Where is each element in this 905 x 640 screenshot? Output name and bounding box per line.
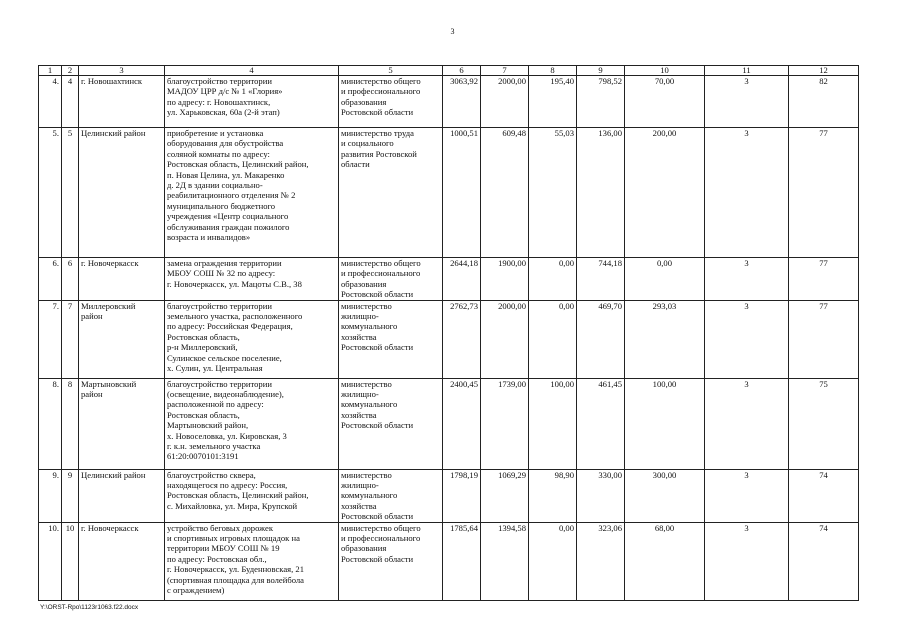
object-description-cell-line: муниципального бюджетного	[167, 200, 276, 211]
col12-cell	[789, 128, 859, 258]
object-description-cell-line: по адресу: Ростовская обл.,	[167, 553, 267, 564]
object-description-cell-line: возраста и инвалидов»	[167, 232, 251, 243]
column-header-1: 1	[39, 66, 62, 76]
amount-col7-cell-line: 2000,00	[498, 300, 526, 311]
amount-col10-cell	[625, 76, 705, 128]
data-table	[38, 65, 859, 601]
row-index-cell	[39, 469, 62, 522]
ministry-cell-line: министерство	[341, 469, 392, 480]
municipality-cell-line: Мартыновский	[81, 378, 137, 389]
ministry-cell-line: министерство	[341, 300, 392, 311]
amount-col9-cell-line: 798,52	[598, 76, 622, 86]
col12-cell	[789, 258, 859, 301]
ministry-cell-line: жилищно-	[341, 480, 379, 491]
col11-cell	[705, 378, 789, 469]
amount-col10-cell	[625, 522, 705, 600]
object-description-cell-line: с ограждением)	[167, 585, 225, 596]
ministry-cell-line: хозяйства	[341, 409, 377, 420]
column-header-5: 5	[339, 66, 443, 76]
page-number: 3	[450, 27, 455, 36]
ministry-cell	[339, 378, 443, 469]
object-description-cell	[165, 378, 339, 469]
col11-cell-line: 3	[744, 258, 749, 268]
amount-col10-cell	[625, 258, 705, 301]
table-body	[39, 76, 859, 601]
row-number-cell-line: 7	[67, 300, 73, 311]
amount-total-cell	[443, 522, 481, 600]
row-number-cell	[62, 258, 79, 301]
object-description-cell-line: (освещение, видеонаблюдение),	[167, 389, 284, 400]
amount-col9-cell	[577, 522, 625, 600]
object-description-cell-line: оборудования для обустройства	[167, 138, 284, 149]
ministry-cell-line: министерство труда	[341, 128, 414, 138]
amount-total-cell-line: 2644,18	[450, 258, 478, 268]
amount-total-cell	[443, 76, 481, 128]
object-description-cell-line: п. Новая Целина, ул. Макаренко	[167, 169, 285, 180]
amount-col10-cell-line: 70,00	[654, 76, 675, 86]
ministry-cell-line: развития Ростовской	[341, 148, 417, 159]
row-number-cell-line: 8	[67, 378, 73, 389]
ministry-cell-line: Ростовской области	[341, 342, 414, 353]
ministry-cell-line: хозяйства	[341, 331, 377, 342]
object-description-cell-line: благоустройство территории	[167, 76, 272, 86]
municipality-cell	[79, 258, 165, 301]
amount-col7-cell-line: 2000,00	[498, 76, 526, 86]
row-number-cell	[62, 378, 79, 469]
object-description-cell-line: по адресу: Российская Федерация,	[167, 321, 293, 332]
municipality-cell-line: Миллеровский	[81, 300, 136, 311]
object-description-cell-line: Ростовская область, Целинский район,	[167, 159, 309, 170]
ministry-cell-line: и профессионального	[341, 86, 421, 97]
ministry-cell	[339, 128, 443, 258]
municipality-cell-line: район	[81, 311, 103, 322]
amount-total-cell-line: 1798,19	[450, 469, 478, 480]
row-number-cell	[62, 522, 79, 600]
object-description-cell-line: МАДОУ ЦРР д/с № 1 «Глория»	[167, 86, 283, 97]
ministry-cell-line: образования	[341, 543, 387, 554]
row-number-cell	[62, 469, 79, 522]
amount-col7-cell	[481, 300, 529, 378]
ministry-cell-line: хозяйства	[341, 500, 377, 511]
column-header-6: 6	[443, 66, 481, 76]
amount-total-cell-line: 1785,64	[450, 522, 478, 533]
amount-total-cell-line: 2400,45	[450, 378, 478, 389]
amount-col7-cell	[481, 522, 529, 600]
object-description-cell-line: территории МБОУ СОШ № 19	[167, 543, 280, 554]
row-index-cell-line: 9.	[52, 469, 59, 480]
ministry-cell-line: коммунального	[341, 490, 398, 501]
column-header-9: 9	[577, 66, 625, 76]
table-row	[39, 300, 859, 378]
object-description-cell-line: д. 2Д в здании социально-	[167, 180, 263, 191]
row-number-cell-line: 10	[65, 522, 75, 533]
object-description-cell-line: благоустройство сквера,	[167, 469, 256, 480]
object-description-cell-line: Сулинское сельское поселение,	[167, 352, 282, 363]
amount-col10-cell	[625, 469, 705, 522]
amount-col7-cell	[481, 76, 529, 128]
amount-col9-cell	[577, 300, 625, 378]
amount-col10-cell	[625, 378, 705, 469]
amount-col9-cell	[577, 378, 625, 469]
ministry-cell-line: образования	[341, 96, 387, 107]
municipality-cell-line: г. Новочеркасск	[81, 258, 139, 268]
object-description-cell-line: Мартыновский район,	[167, 420, 249, 431]
ministry-cell-line: Ростовской области	[341, 553, 414, 564]
row-index-cell	[39, 378, 62, 469]
amount-total-cell-line: 2762,73	[450, 300, 478, 311]
amount-col9-cell-line: 330,00	[598, 469, 622, 480]
municipality-cell-line: г. Новочеркасск	[81, 522, 139, 533]
ministry-cell-line: министерство общего	[341, 258, 421, 268]
municipality-cell-line: г. Новошахтинск	[81, 76, 143, 86]
object-description-cell	[165, 300, 339, 378]
col11-cell-line: 3	[744, 300, 749, 311]
ministry-cell	[339, 300, 443, 378]
row-index-cell-line: 10.	[48, 522, 59, 533]
amount-col8-cell	[529, 522, 577, 600]
column-header-4: 4	[165, 66, 339, 76]
col12-cell	[789, 378, 859, 469]
amount-col9-cell	[577, 128, 625, 258]
ministry-cell-line: образования	[341, 278, 387, 289]
object-description-cell-line: соляной комнаты по адресу:	[167, 148, 270, 159]
col11-cell	[705, 258, 789, 301]
col11-cell	[705, 76, 789, 128]
amount-col8-cell-line: 0,00	[558, 258, 574, 268]
row-index-cell	[39, 258, 62, 301]
table-row	[39, 378, 859, 469]
ministry-cell-line: и профессионального	[341, 268, 421, 279]
amount-col7-cell	[481, 128, 529, 258]
amount-total-cell-line: 3063,92	[450, 76, 478, 86]
municipality-cell	[79, 128, 165, 258]
object-description-cell-line: обслуживания граждан пожилого	[167, 221, 290, 232]
ministry-cell-line: Ростовской области	[341, 420, 414, 431]
object-description-cell-line: благоустройство территории	[167, 300, 272, 311]
amount-col10-cell	[625, 300, 705, 378]
amount-col7-cell	[481, 258, 529, 301]
amount-col10-cell-line: 100,00	[652, 378, 677, 389]
col12-cell-line: 75	[819, 378, 828, 389]
object-description-cell	[165, 258, 339, 301]
amount-col9-cell	[577, 258, 625, 301]
object-description-cell-line: с. Михайловка, ул. Мира, Крупской	[167, 500, 298, 511]
amount-col7-cell-line: 1394,58	[498, 522, 526, 533]
municipality-cell	[79, 300, 165, 378]
amount-col10-cell-line: 200,00	[652, 128, 677, 138]
table-row	[39, 522, 859, 600]
object-description-cell-line: Ростовская область,	[167, 331, 240, 342]
amount-col9-cell-line: 461,45	[598, 378, 622, 389]
row-number-cell	[62, 300, 79, 378]
object-description-cell-line: МБОУ СОШ № 32 по адресу:	[167, 268, 276, 279]
ministry-cell	[339, 522, 443, 600]
amount-col8-cell-line: 100,00	[550, 378, 574, 389]
ministry-cell-line: министерство общего	[341, 76, 421, 86]
object-description-cell-line: 61:20:0070101:3191	[167, 451, 239, 462]
col12-cell-line: 82	[819, 76, 828, 86]
object-description-cell-line: г. к.н. земельного участка	[167, 441, 261, 452]
municipality-cell	[79, 378, 165, 469]
col11-cell	[705, 522, 789, 600]
amount-col10-cell-line: 300,00	[652, 469, 677, 480]
amount-col10-cell-line: 0,00	[656, 258, 673, 268]
col12-cell-line: 77	[819, 258, 828, 268]
object-description-cell-line: х. Новоселовка, ул. Кировская, 3	[167, 430, 287, 441]
col11-cell-line: 3	[744, 76, 749, 86]
ministry-cell-line: области	[341, 159, 370, 170]
amount-col8-cell	[529, 76, 577, 128]
ministry-cell-line: министерство общего	[341, 522, 421, 533]
column-header-11: 11	[705, 66, 789, 76]
object-description-cell-line: х. Сулин, ул. Центральная	[167, 363, 263, 374]
object-description-cell	[165, 522, 339, 600]
ministry-cell-line: и социального	[341, 138, 394, 149]
municipality-cell	[79, 469, 165, 522]
amount-col8-cell	[529, 378, 577, 469]
row-index-cell-line: 5.	[52, 128, 59, 138]
amount-col8-cell	[529, 258, 577, 301]
amount-col8-cell-line: 98,90	[554, 469, 574, 480]
col11-cell-line: 3	[744, 378, 749, 389]
ministry-cell-line: жилищно-	[341, 311, 379, 322]
ministry-cell-line: коммунального	[341, 321, 398, 332]
object-description-cell-line: находящегося по адресу: Россия,	[167, 480, 288, 491]
col11-cell	[705, 300, 789, 378]
col11-cell-line: 3	[744, 469, 749, 480]
object-description-cell-line: приобретение и установка	[167, 128, 264, 138]
table-row	[39, 76, 859, 128]
amount-col9-cell-line: 323,06	[598, 522, 622, 533]
col12-cell-line: 77	[819, 128, 828, 138]
row-index-cell	[39, 300, 62, 378]
object-description-cell-line: расположенной по адресу:	[167, 399, 264, 410]
municipality-cell-line: Целинский район	[81, 469, 146, 480]
ministry-cell	[339, 258, 443, 301]
row-index-cell-line: 8.	[52, 378, 59, 389]
table-row	[39, 128, 859, 258]
col12-cell-line: 77	[819, 300, 828, 311]
ministry-cell-line: Ростовской области	[341, 289, 414, 300]
col12-cell	[789, 469, 859, 522]
ministry-cell	[339, 76, 443, 128]
object-description-cell-line: г. Новочеркасск, ул. Буденновская, 21	[167, 564, 305, 575]
row-number-cell-line: 5	[67, 128, 73, 138]
row-index-cell-line: 4.	[52, 76, 59, 86]
col12-cell	[789, 76, 859, 128]
municipality-cell	[79, 76, 165, 128]
amount-col9-cell-line: 469,70	[598, 300, 622, 311]
row-index-cell	[39, 76, 62, 128]
object-description-cell-line: устройство беговых дорожек	[167, 522, 273, 533]
col12-cell	[789, 522, 859, 600]
column-header-10: 10	[625, 66, 705, 76]
amount-col7-cell	[481, 469, 529, 522]
amount-total-cell	[443, 300, 481, 378]
column-header-8: 8	[529, 66, 577, 76]
amount-total-cell-line: 1000,51	[450, 128, 478, 138]
municipality-cell	[79, 522, 165, 600]
amount-col9-cell-line: 136,00	[598, 128, 622, 138]
amount-col10-cell	[625, 128, 705, 258]
col12-cell	[789, 300, 859, 378]
amount-col8-cell	[529, 300, 577, 378]
column-header-3: 3	[79, 66, 165, 76]
row-index-cell-line: 7.	[52, 300, 59, 311]
amount-col9-cell-line: 744,18	[598, 258, 622, 268]
col11-cell	[705, 469, 789, 522]
ministry-cell-line: Ростовской области	[341, 511, 414, 522]
amount-col10-cell-line: 293,03	[652, 300, 677, 311]
row-index-cell	[39, 128, 62, 258]
object-description-cell-line: Ростовская область,	[167, 409, 240, 420]
amount-col10-cell-line: 68,00	[654, 522, 675, 533]
amount-col7-cell-line: 1739,00	[498, 378, 526, 389]
table-row	[39, 258, 859, 301]
row-number-cell	[62, 128, 79, 258]
object-description-cell-line: реабилитационного отделения № 2	[167, 190, 296, 201]
amount-col8-cell-line: 0,00	[558, 522, 574, 533]
row-number-cell	[62, 76, 79, 128]
amount-total-cell	[443, 128, 481, 258]
ministry-cell-line: Ростовской области	[341, 107, 414, 118]
ministry-cell	[339, 469, 443, 522]
row-index-cell	[39, 522, 62, 600]
municipality-cell-line: район	[81, 389, 103, 400]
amount-col9-cell	[577, 469, 625, 522]
col12-cell-line: 74	[819, 469, 828, 480]
amount-total-cell	[443, 258, 481, 301]
ministry-cell-line: и профессионального	[341, 533, 421, 544]
col11-cell-line: 3	[744, 522, 749, 533]
amount-col8-cell-line: 195,40	[550, 76, 574, 86]
amount-col7-cell-line: 1900,00	[498, 258, 526, 268]
row-index-cell-line: 6.	[52, 258, 59, 268]
table-header-row	[39, 66, 859, 76]
amount-col8-cell-line: 0,00	[558, 300, 574, 311]
col11-cell	[705, 128, 789, 258]
row-number-cell-line: 4	[67, 76, 73, 86]
row-number-cell-line: 6	[67, 258, 73, 268]
amount-col7-cell-line: 1069,29	[498, 469, 526, 480]
amount-total-cell	[443, 469, 481, 522]
object-description-cell-line: благоустройство территории	[167, 378, 272, 389]
object-description-cell	[165, 128, 339, 258]
amount-col8-cell	[529, 469, 577, 522]
col11-cell-line: 3	[744, 128, 749, 138]
object-description-cell-line: Ростовская область, Целинский район,	[167, 490, 309, 501]
column-header-12: 12	[789, 66, 859, 76]
object-description-cell-line: р-н Миллеровский,	[167, 342, 238, 353]
amount-col8-cell	[529, 128, 577, 258]
column-header-7: 7	[481, 66, 529, 76]
amount-total-cell	[443, 378, 481, 469]
ministry-cell-line: жилищно-	[341, 389, 379, 400]
amount-col8-cell-line: 55,03	[554, 128, 574, 138]
object-description-cell-line: и спортивных игровых площадок на	[167, 533, 300, 544]
amount-col7-cell	[481, 378, 529, 469]
object-description-cell	[165, 469, 339, 522]
ministry-cell-line: министерство	[341, 378, 392, 389]
object-description-cell-line: (спортивная площадка для волейбола	[167, 574, 304, 585]
table-row	[39, 469, 859, 522]
object-description-cell-line: по адресу: г. Новошахтинск,	[167, 96, 271, 107]
object-description-cell-line: ул. Харьковская, 60а (2-й этап)	[167, 107, 280, 118]
col12-cell-line: 74	[819, 522, 828, 533]
row-number-cell-line: 9	[67, 469, 73, 480]
footer-file-path: Y:\ORST-Rpo\1123r1063.f22.docx	[40, 604, 139, 611]
object-description-cell-line: земельного участка, расположенного	[167, 311, 303, 322]
object-description-cell-line: учреждения «Центр социального	[167, 211, 289, 222]
object-description-cell	[165, 76, 339, 128]
object-description-cell-line: замена ограждения территории	[167, 258, 282, 268]
object-description-cell-line: г. Новочеркасск, ул. Мацоты С.В., 38	[167, 278, 302, 289]
column-header-2: 2	[62, 66, 79, 76]
municipality-cell-line: Целинский район	[81, 128, 146, 138]
ministry-cell-line: коммунального	[341, 399, 398, 410]
amount-col9-cell	[577, 76, 625, 128]
amount-col7-cell-line: 609,48	[502, 128, 526, 138]
